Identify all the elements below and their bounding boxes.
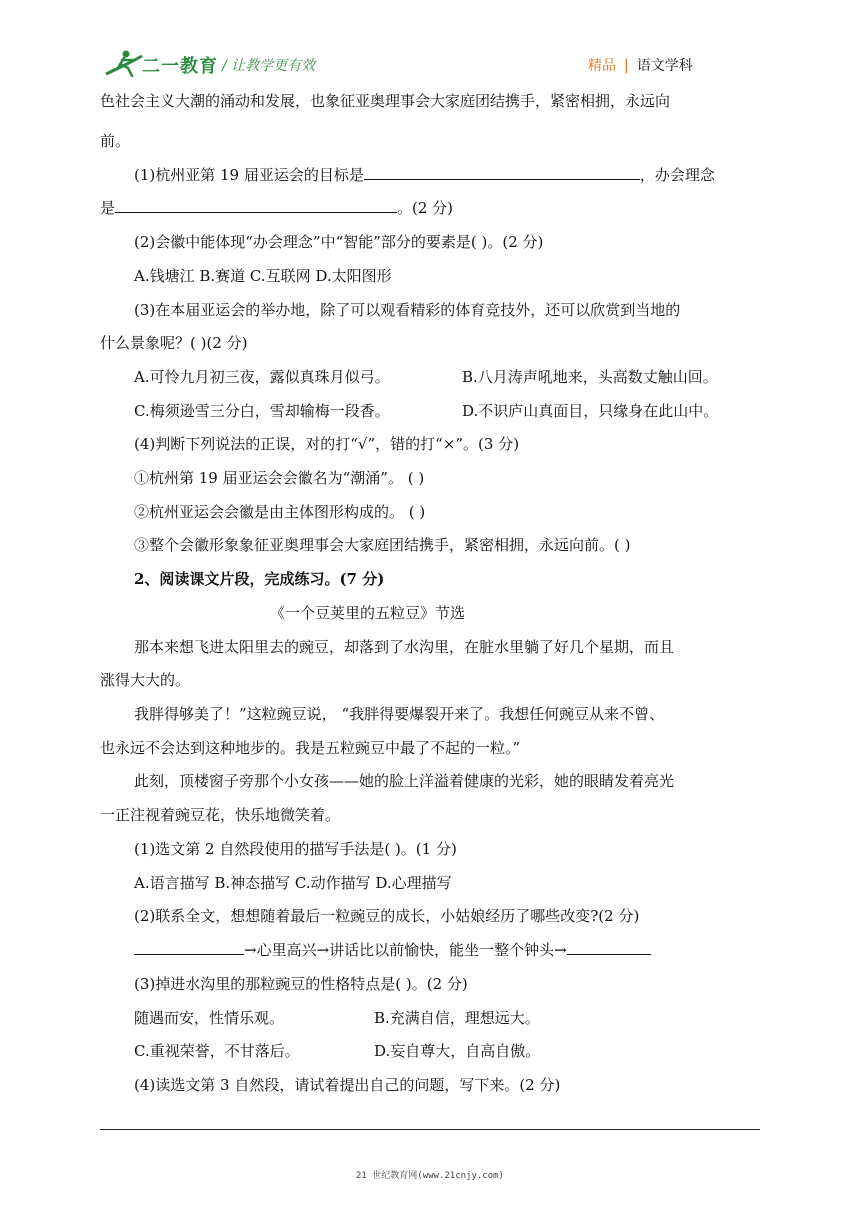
header-separator: | (624, 58, 629, 74)
para-line: 色社会主义大潮的涌动和发展，也象征亚奥理事会大家庭团结携手，紧密相拥，永远向 (100, 92, 671, 110)
excerpt-para: 那本来想飞进太阳里去的豌豆，却落到了水沟里，在脏水里躺了好几个星期，而且 (134, 638, 675, 656)
question-2-4: (4)读选文第 3 自然段，请试着提出自己的问题，写下来。(2 分) (134, 1076, 561, 1094)
option-A: 随遇而安，性情乐观。 (134, 1009, 285, 1027)
question-2-1: (1)选文第 2 自然段使用的描写手法是( )。(1 分) (134, 840, 457, 858)
answer-blank[interactable] (134, 939, 244, 955)
subject-label: 语文学科 (636, 58, 693, 74)
excerpt-para: 涨得大大的。 (100, 671, 191, 689)
question-1-2: (2)会徽中能体现“办会理念”中“智能”部分的要素是( )。(2 分) (134, 233, 544, 251)
page-header (0, 0, 860, 80)
question-1-3-cont: 什么景象呢？( )(2 分) (100, 334, 248, 352)
excerpt-para: 也永远不会达到这种地步的。我是五粒豌豆中最了不起的一粒。” (100, 739, 521, 757)
question-1-3: (3)在本届亚运会的举办地，除了可以观看精彩的体育竞技外，还可以欣赏到当地的 (134, 301, 681, 319)
question-2-3: (3)掉进水沟里的那粒豌豆的性格特点是( )。(2 分) (134, 975, 468, 993)
footer-divider (100, 1129, 760, 1130)
excerpt-para: 一正注视着豌豆花，快乐地微笑着。 (100, 806, 341, 824)
quality-label: 精品 (588, 58, 616, 74)
para-line: 前。 (100, 132, 131, 150)
option-A: A.可怜九月初三夜，露似真珠月似弓。 (134, 368, 390, 386)
judge-item-2: ②杭州亚运会会徽是由主体图形构成的。 ( ) (134, 503, 426, 521)
excerpt-title: 《一个豆荚里的五粒豆》节选 (270, 604, 466, 622)
brand-name: 二一教育 (142, 56, 218, 77)
question-1-1-cont (100, 197, 453, 219)
answer-blank[interactable] (364, 164, 640, 180)
option-C: C.重视荣誉，不甘落后。 (134, 1042, 300, 1060)
excerpt-para: 我胖得够美了！”这粒豌豆说， “我胖得要爆裂开来了。我想任何豌豆从来不曾、 (134, 705, 665, 723)
question-text: 。(2 分) (397, 199, 454, 217)
answer-blank[interactable] (567, 939, 651, 955)
header-right (588, 55, 693, 75)
judge-item-1: ①杭州第 19 届亚运会会徽名为“潮涌”。 ( ) (134, 469, 425, 487)
chain-text: →心里高兴→讲话比以前愉快，能坐一整个钟头→ (244, 941, 567, 959)
question-1-1 (134, 164, 715, 186)
option-B: B.八月涛声吼地来，头高数丈触山回。 (462, 368, 718, 386)
question-2-2-chain (134, 939, 651, 961)
question-text: 是 (100, 199, 116, 217)
runner-logo-icon (104, 48, 144, 82)
section-2-heading: 2、阅读课文片段，完成练习。(7 分) (134, 570, 385, 588)
question-1-4: (4)判断下列说法的正误，对的打“√”，错的打“×”。(3 分) (134, 435, 520, 453)
option-B: B.充满自信，理想远大。 (374, 1009, 540, 1027)
page-footer: 21 世纪教育网(www.21cnjy.com) (356, 1171, 504, 1181)
brand-slogan: / 让教学更有效 (222, 58, 316, 74)
option-D: D.妄自尊大，自高自傲。 (374, 1042, 541, 1060)
question-2-2: (2)联系全文，想想随着最后一粒豌豆的成长，小姑娘经历了哪些改变?(2 分) (134, 907, 640, 925)
option-C: C.梅须逊雪三分白，雪却输梅一段香。 (134, 402, 390, 420)
answer-blank[interactable] (115, 197, 397, 213)
option-D: D.不识庐山真面目，只缘身在此山中。 (462, 402, 719, 420)
judge-item-3: ③整个会徽形象象征亚奥理事会大家庭团结携手，紧密相拥，永远向前。( ) (134, 536, 631, 554)
question-text: ，办会理念 (639, 166, 715, 184)
options-2-1: A.语言描写 B.神态描写 C.动作描写 D.心理描写 (134, 874, 452, 892)
options-1-2: A.钱塘江 B.赛道 C.互联网 D.太阳图形 (134, 267, 392, 285)
excerpt-para: 此刻，顶楼窗子旁那个小女孩——她的脸上洋溢着健康的光彩，她的眼睛发着亮光 (134, 772, 675, 790)
question-text: (1)杭州亚第 19 届亚运会的目标是 (134, 166, 364, 184)
